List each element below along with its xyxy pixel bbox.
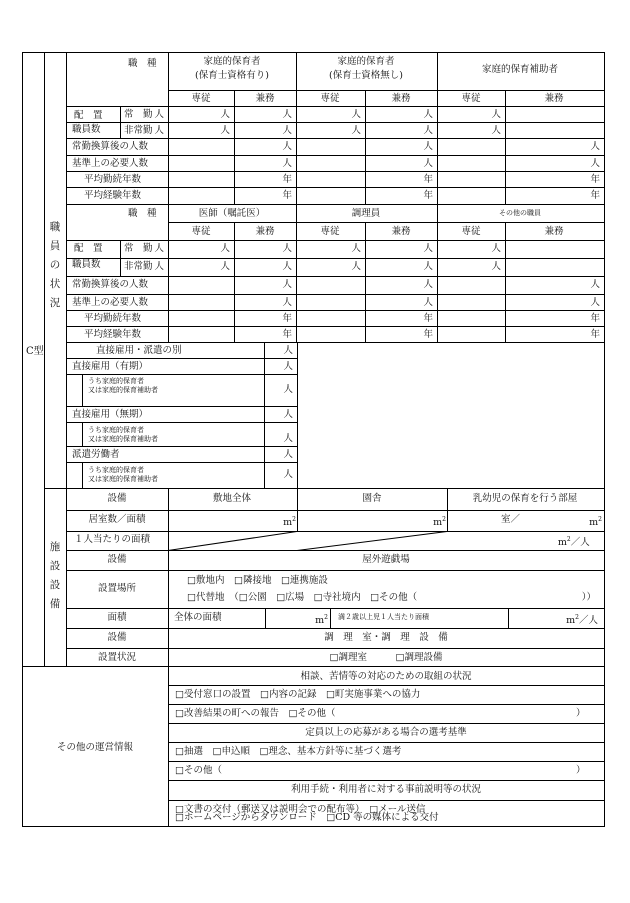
total-area-label: 全体の面積	[174, 612, 222, 623]
col-c-title-2: その他の職員	[499, 209, 541, 217]
rule-v-38	[297, 342, 298, 489]
rule-v-5	[66, 52, 67, 667]
procedure-opts-2: □ホームページからダウンロード □CD 等の媒体による交付	[175, 812, 439, 823]
year-1-0-0: 年	[282, 174, 292, 185]
location-opts-2: □代替地 （□公園 □広場 □寺社境内 □その他（	[187, 592, 418, 603]
type-label: C型	[26, 346, 44, 357]
rule-v-3	[604, 52, 605, 827]
emp-unit-3: 人	[283, 409, 293, 420]
rule-h-69	[168, 723, 605, 724]
subhead-2-2: 専従	[320, 226, 340, 237]
unit-2-r0-5: 人	[491, 243, 501, 254]
per-person-suffix: ／人	[570, 537, 590, 548]
outdoor-header: 屋外遊戯場	[362, 554, 410, 565]
subhead-1-3: 兼務	[391, 93, 411, 104]
rule-v-63	[265, 608, 266, 629]
per-person-label: １人当たりの面積	[74, 534, 151, 545]
unit-1-r1-5: 人	[491, 125, 501, 136]
unit-1-t1-0: 人	[282, 158, 292, 169]
rule-v-2	[22, 52, 23, 827]
rule-h-73	[168, 800, 605, 801]
year-1-0-2: 年	[590, 174, 600, 185]
unit-2-r1-5: 人	[491, 261, 501, 272]
diagonal-1	[168, 531, 297, 551]
rule-h-52	[66, 510, 605, 511]
room-header: 乳幼児の保育を行う部屋	[472, 493, 578, 504]
unit-2-r1-2: 人	[282, 261, 292, 272]
year-2-0-1: 年	[423, 313, 433, 324]
consult-close: ）	[576, 708, 586, 719]
year-1-1-1: 年	[423, 190, 433, 201]
unit-2-t0-1: 人	[423, 279, 433, 290]
unit-1-t0-1: 人	[423, 141, 433, 152]
year-1-0-1: 年	[423, 174, 433, 185]
rooms-area-label: 居室数／面積	[88, 514, 146, 525]
year-1-1-0: 年	[282, 190, 292, 201]
unit-2-r0-4: 人	[423, 243, 433, 254]
rule-h-58	[66, 648, 605, 649]
rule-h-33	[66, 294, 605, 295]
shokuinsu-label-1: 職員数	[72, 124, 101, 135]
year-2-0-0: 年	[282, 313, 292, 324]
subhead-2-4: 専従	[461, 226, 481, 237]
rule-v-46	[264, 342, 265, 489]
unit-2-t1-0: 人	[282, 297, 292, 308]
direct-indef-label: 直接雇用（無期）	[72, 409, 149, 420]
unit-2-r1-1: 人	[220, 261, 230, 272]
rule-v-66	[168, 666, 169, 827]
rule-v-8	[168, 52, 169, 205]
rule-h-55	[66, 570, 605, 571]
rule-h-17	[66, 138, 605, 139]
rule-v-61	[297, 488, 298, 532]
col-b-sub-1: (保育士資格無し)	[329, 70, 403, 81]
year-2-0-2: 年	[590, 313, 600, 324]
rule-h-53	[66, 531, 605, 532]
year-1-1-2: 年	[590, 190, 600, 201]
unit-2-r0-0: 人	[154, 243, 164, 254]
year-2-1-1: 年	[423, 329, 433, 340]
room-area-unit	[589, 514, 602, 528]
uchi-3a: うち家庭的保育者	[88, 466, 144, 474]
emp-unit-0: 人	[283, 345, 293, 356]
rule-h-54	[66, 550, 605, 551]
location-opts-2-end: ））	[581, 592, 596, 603]
rule-v-37	[120, 240, 121, 277]
unit-2-r0-2: 人	[282, 243, 292, 254]
rule-v-22	[120, 106, 121, 139]
unit-m-label: m	[566, 615, 576, 626]
subhead-1-1: 兼務	[255, 93, 275, 104]
keiken-label-2: 平均経験年数	[84, 329, 142, 340]
building-header: 園舎	[362, 493, 382, 504]
unit-sq-label: 2	[598, 516, 602, 523]
unit-1-t0-0: 人	[282, 141, 292, 152]
kitchen-header: 調 理 室・調 理 設 備	[324, 632, 448, 643]
rule-h-51	[44, 488, 605, 489]
haichi-label-2: 配 置	[74, 243, 103, 254]
rule-h-7	[66, 52, 605, 53]
unit-2-t1-2: 人	[590, 297, 600, 308]
emp-unit-5: 人	[283, 449, 293, 460]
consult-header: 相談、苦情等の対応のための取組の状況	[300, 671, 472, 682]
rule-v-30	[505, 222, 506, 343]
shokushu-label-2: 職 種	[128, 208, 157, 219]
col-b-title-2: 調理員	[351, 208, 381, 219]
area-label: 面積	[107, 612, 127, 623]
hijokin-label-1: 非常勤	[124, 125, 153, 136]
location-opts-1: □敷地内 □隣接地 □連携施設	[187, 575, 328, 586]
rule-h-70	[168, 742, 605, 743]
year-2-1-0: 年	[282, 329, 292, 340]
uchi-1b: 又は家庭的保育補助者	[88, 386, 158, 394]
hijokin-label-2: 非常勤	[124, 261, 153, 272]
shokushu-label-1: 職 種	[128, 58, 157, 69]
rule-h-32	[66, 276, 605, 277]
consult-opts-1: □受付窓口の設置 □内容の記録 □町実施事業への協力	[175, 689, 421, 700]
subhead-2-5: 兼務	[544, 226, 564, 237]
rule-v-4	[44, 52, 45, 667]
rule-h-35	[66, 326, 605, 327]
hitsuyo-label-2: 基準上の必要人数	[72, 297, 149, 308]
rule-h-21	[66, 204, 605, 205]
rule-v-28	[234, 222, 235, 343]
uchi-2b: 又は家庭的保育補助者	[88, 435, 158, 443]
unit-1-t0-2: 人	[590, 141, 600, 152]
diagonal-2	[297, 531, 447, 551]
subhead-1-4: 専従	[461, 93, 481, 104]
col-a-title-1: 家庭的保育者	[203, 56, 261, 67]
rule-h-67	[168, 685, 605, 686]
rule-h-57	[66, 628, 605, 629]
employment-title: 直接雇用・派遣の別	[96, 345, 182, 356]
subhead-1-2: 専従	[320, 93, 340, 104]
rule-h-59	[66, 666, 605, 667]
unit-2-r1-4: 人	[423, 261, 433, 272]
unit-1-r1-3: 人	[351, 125, 361, 136]
emp-unit-1: 人	[283, 361, 293, 372]
kinzoku-label-1: 平均勤続年数	[84, 174, 142, 185]
rule-v-60	[168, 488, 169, 667]
rule-h-19	[66, 171, 605, 172]
unit-1-r0-1: 人	[220, 109, 230, 120]
rule-h-20	[66, 187, 605, 188]
unit-sq-label: 2	[442, 516, 446, 523]
unit-1-r0-0: 人	[154, 109, 164, 120]
jokin-label-1: 常 勤	[124, 109, 153, 120]
rule-h-72	[168, 780, 605, 781]
setsubi-header: 設備	[107, 493, 127, 504]
uchi-3b: 又は家庭的保育補助者	[88, 475, 158, 483]
keiken-label-1: 平均経験年数	[84, 190, 142, 201]
unit-2-t1-1: 人	[423, 297, 433, 308]
unit-1-r0-3: 人	[351, 109, 361, 120]
rule-v-47	[82, 374, 83, 407]
site-area-unit	[283, 514, 296, 528]
rule-h-15	[66, 106, 605, 107]
unit-2-r0-3: 人	[351, 243, 361, 254]
rule-v-62	[447, 488, 448, 532]
rule-h-34	[66, 310, 605, 311]
install-status-label: 設置状況	[97, 652, 137, 663]
procedure-opts-1: □文書の交付（郵送又は説明会での配布等） □メール送信	[175, 804, 426, 815]
jokin-label-2: 常 勤	[124, 243, 153, 254]
col-a-sub-1: (保育士資格有り)	[195, 70, 269, 81]
over2-unit	[566, 612, 598, 626]
kitchen-opts: □調理室 □調理設備	[329, 652, 443, 663]
direct-fixed-label: 直接雇用（有期）	[72, 361, 149, 372]
over2-suffix: ／人	[578, 615, 598, 626]
unit-1-r0-4: 人	[423, 109, 433, 120]
rule-v-9	[296, 52, 297, 205]
unit-2-t0-0: 人	[282, 279, 292, 290]
rule-v-23	[168, 204, 169, 343]
uchi-1a: うち家庭的保育者	[88, 377, 144, 385]
col-c-title-1: 家庭的保育補助者	[481, 64, 559, 75]
emp-unit-4: 人	[283, 433, 293, 444]
selection-opts-1: □抽選 □申込順 □理念、基本方針等に基づく選考	[175, 746, 402, 757]
selection-header: 定員以上の応募がある場合の選考基準	[305, 727, 467, 738]
uchi-2a: うち家庭的保育者	[88, 426, 144, 434]
unit-sq-label: 2	[324, 614, 328, 621]
unit-2-r1-0: 人	[154, 261, 164, 272]
unit-m-label: m	[433, 517, 443, 528]
rule-v-24	[296, 204, 297, 343]
unit-sq-label: 2	[575, 614, 579, 621]
site-header: 敷地全体	[212, 493, 252, 504]
rule-h-56	[66, 608, 605, 609]
subhead-2-3: 兼務	[391, 226, 411, 237]
rule-v-25	[437, 204, 438, 343]
year-2-1-2: 年	[590, 329, 600, 340]
selection-opts-2: □その他（	[175, 765, 222, 776]
rule-v-49	[82, 462, 83, 489]
unit-m-label: m	[557, 537, 567, 548]
building-area-unit	[433, 514, 446, 528]
rule-h-71	[168, 761, 605, 762]
emp-unit-2: 人	[283, 384, 293, 395]
rule-h-1	[22, 826, 605, 827]
rule-h-50	[82, 374, 265, 375]
subhead-1-5: 兼務	[544, 93, 564, 104]
total-area-unit	[315, 612, 328, 626]
rule-v-10	[437, 52, 438, 205]
col-a-title-2: 医師（嘱託医）	[198, 208, 266, 219]
procedure-header: 利用手続・利用者に対する事前説明等の状況	[290, 784, 482, 795]
shokuinsu-label-2: 職員数	[72, 259, 101, 270]
per-person-unit	[558, 534, 590, 548]
rule-v-48	[82, 422, 83, 447]
rule-h-68	[168, 704, 605, 705]
kanzan-label-1: 常勤換算後の人数	[72, 141, 149, 152]
rule-h-16	[66, 122, 605, 123]
unit-1-r1-4: 人	[423, 125, 433, 136]
location-label: 設置場所	[97, 583, 137, 594]
hitsuyo-label-1: 基準上の必要人数	[72, 158, 149, 169]
unit-sq-label: 2	[292, 516, 296, 523]
rule-h-36	[66, 342, 605, 343]
unit-m-label: m	[589, 517, 599, 528]
other-info-label: その他の運営情報	[56, 742, 134, 753]
setsubi-header-2: 設備	[107, 554, 127, 565]
unit-1-r0-5: 人	[491, 109, 501, 120]
subhead-2-0: 専従	[191, 226, 211, 237]
dispatch-label: 派遣労働者	[72, 449, 120, 460]
setsubi-header-3: 設備	[107, 632, 127, 643]
rule-h-31	[66, 258, 605, 259]
over2-label: 満２歳以上児１人当たり面積	[338, 613, 429, 621]
unit-m-label: m	[283, 517, 293, 528]
unit-m-label: m	[315, 615, 325, 626]
col-b-title-1: 家庭的保育者	[337, 56, 395, 67]
rule-h-18	[66, 155, 605, 156]
unit-2-t0-2: 人	[590, 279, 600, 290]
rule-v-65	[508, 608, 509, 629]
rule-v-29	[365, 222, 366, 343]
rule-v-64	[330, 608, 331, 629]
room-count-unit: 室／	[500, 514, 520, 525]
consult-opts-2: □改善結果の町への報告 □その他（	[175, 708, 336, 719]
unit-2-r1-3: 人	[351, 261, 361, 272]
subhead-1-0: 専従	[191, 93, 211, 104]
unit-2-r0-1: 人	[220, 243, 230, 254]
unit-1-t1-2: 人	[590, 158, 600, 169]
facility-section-label: 施設設備	[49, 541, 61, 610]
selection-close: ）	[576, 765, 586, 776]
rule-h-27	[66, 240, 605, 241]
subhead-2-1: 兼務	[255, 226, 275, 237]
unit-1-t1-1: 人	[423, 158, 433, 169]
unit-1-r1-0: 人	[154, 125, 164, 136]
unit-1-r0-2: 人	[282, 109, 292, 120]
unit-1-r1-2: 人	[282, 125, 292, 136]
unit-1-r1-1: 人	[220, 125, 230, 136]
haichi-label-1: 配 置	[74, 110, 103, 121]
staff-section-label: 職員の状況	[49, 221, 61, 309]
emp-unit-6: 人	[283, 469, 293, 480]
kanzan-label-2: 常勤換算後の人数	[72, 279, 149, 290]
kinzoku-label-2: 平均勤続年数	[84, 313, 142, 324]
unit-sq-label: 2	[566, 536, 571, 543]
